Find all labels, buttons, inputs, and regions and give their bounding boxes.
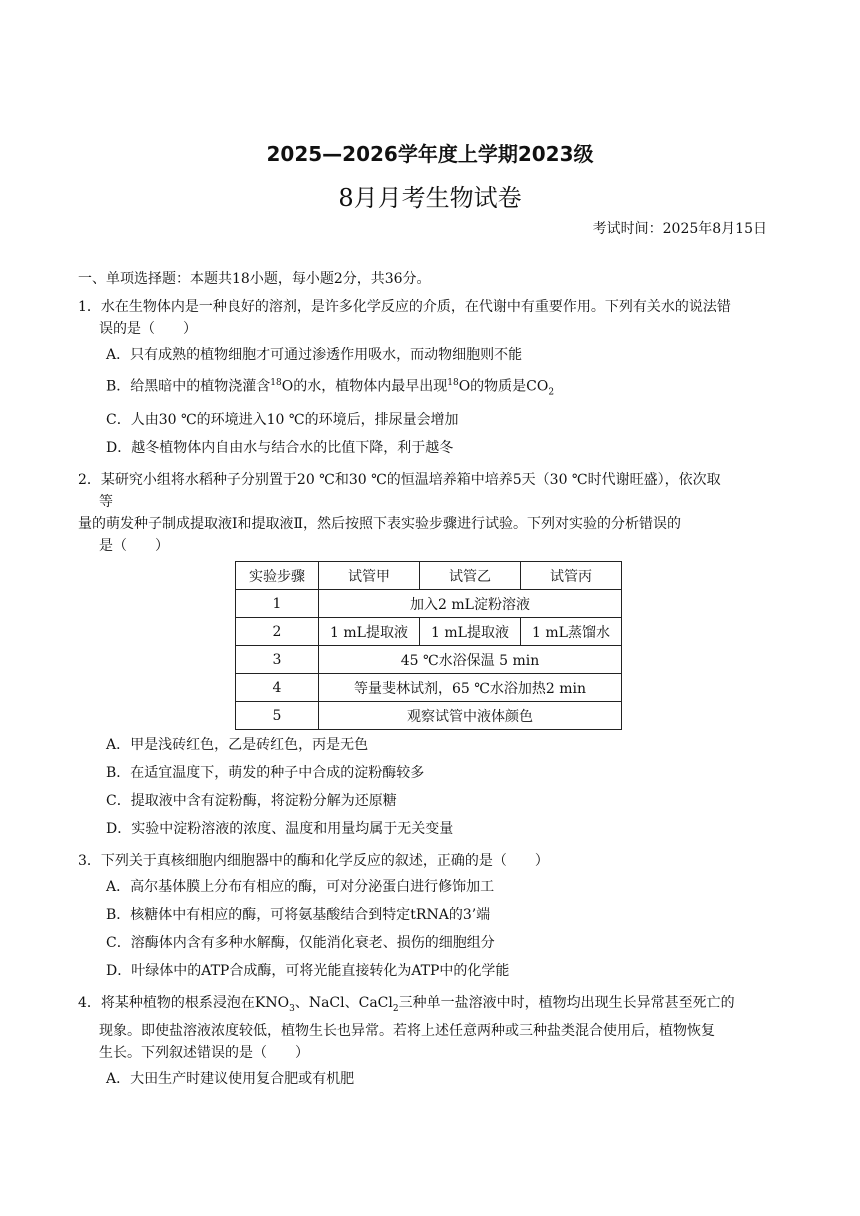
question-1-line1: 1．水在生物体内是一种良好的溶剂，是许多化学反应的介质，在代谢中有重要作用。下列有关水的说法错	[78, 299, 731, 315]
question-4-options	[78, 1068, 790, 1090]
table-header-cell: 试管丙	[521, 562, 622, 590]
exam-title-line1: 2025—2026学年度上学期2023级	[266, 142, 594, 166]
table-row	[236, 618, 622, 646]
table-row	[236, 674, 622, 702]
section-heading: 一、单项选择题：本题共18小题，每小题2分，共36分。	[78, 271, 431, 287]
question-4-line1-post: 三种单一盐溶液中时，植物均出现生长异常甚至死亡的	[398, 995, 735, 1012]
table-cell-step: 5	[236, 702, 319, 730]
question-1-option-b	[78, 372, 790, 403]
question-1-options	[78, 344, 790, 459]
table-cell: 观察试管中液体颜色	[319, 702, 622, 730]
question-1-stem	[78, 296, 790, 340]
question-3-stem	[78, 850, 790, 872]
table-cell-step: 4	[236, 674, 319, 702]
question-3-option-c: C．溶酶体内含有多种水解酶，仅能消化衰老、损伤的细胞组分	[106, 935, 495, 952]
question-1-option-b-mid: O的水，植物体内最早出现	[281, 378, 448, 395]
question-1-option-b-pre: B．给黑暗中的植物浇灌含	[106, 378, 271, 395]
isotope-superscript: 18	[270, 378, 282, 388]
question-3	[78, 850, 790, 982]
question-2-line1: 2．某研究小组将水稻种子分别置于20 ℃和30 ℃的恒温培养箱中培养5天（30 ℃时代谢旺盛），依次取	[78, 472, 721, 489]
table-header-cell: 实验步骤	[236, 562, 319, 590]
question-3-option-a: A．高尔基体膜上分布有相应的酶，可对分泌蛋白进行修饰加工	[106, 879, 495, 896]
exam-content	[78, 268, 790, 1100]
experiment-table	[235, 561, 622, 730]
table-cell: 1 mL提取液	[319, 618, 420, 646]
question-2-option-d: D．实验中淀粉溶液的浓度、温度和用量均属于无关变量	[106, 821, 454, 838]
table-cell: 1 mL蒸馏水	[521, 618, 622, 646]
question-1-option-b-mid2: O的物质是CO	[458, 378, 549, 395]
question-1-option-a: A．只有成熟的植物细胞才可通过渗透作用吸水，而动物细胞则不能	[106, 347, 523, 363]
table-row	[236, 646, 622, 674]
question-2-option-a: A．甲是浅砖红色，乙是砖红色，丙是无色	[106, 737, 369, 754]
question-3-option-b: B．核糖体中有相应的酶，可将氨基酸结合到特定tRNA的3’端	[106, 907, 491, 924]
question-4-stem	[78, 992, 790, 1064]
question-2-line2: 等	[99, 494, 113, 511]
question-2-options	[78, 734, 790, 840]
question-3-line1: 3．下列关于真核细胞内细胞器中的酶和化学反应的叙述，正确的是（ ）	[78, 853, 549, 870]
table-cell: 45 ℃水浴保温 5 min	[319, 646, 622, 674]
table-cell-step: 3	[236, 646, 319, 674]
question-3-option-d: D．叶绿体中的ATP合成酶，可将光能直接转化为ATP中的化学能	[106, 963, 510, 980]
question-2-line3: 量的萌发种子制成提取液Ⅰ和提取液Ⅱ，然后按照下表实验步骤进行试验。下列对实验的分析错误的	[78, 516, 682, 533]
table-cell-step: 2	[236, 618, 319, 646]
question-4-line1	[78, 992, 790, 1020]
question-2-option-c: C．提取液中含有淀粉酶，将淀粉分解为还原糖	[106, 793, 397, 810]
exam-title-line2: 8月月考生物试卷	[338, 184, 522, 212]
question-4-option-a: A．大田生产时建议使用复合肥或有机肥	[106, 1071, 355, 1088]
isotope-superscript-2: 18	[447, 378, 459, 388]
question-2-line4: 是（ ）	[99, 538, 169, 555]
question-1	[78, 296, 790, 459]
co2-subscript: 2	[548, 387, 555, 398]
table-cell: 等量斐林试剂，65 ℃水浴加热2 min	[319, 674, 622, 702]
question-3-options	[78, 876, 790, 982]
exam-time: 考试时间：2025年8月15日	[592, 221, 767, 237]
kno3-subscript: 3	[289, 1004, 295, 1015]
question-2	[78, 469, 790, 840]
table-row	[236, 702, 622, 730]
question-4-line2: 现象。即使盐溶液浓度较低，植物生长也异常。若将上述任意两种或三种盐类混合使用后，植物恢复	[99, 1023, 715, 1040]
question-4	[78, 992, 790, 1090]
table-cell: 1 mL提取液	[420, 618, 521, 646]
question-1-option-c: C．人由30 ℃的环境进入10 ℃的环境后，排尿量会增加	[106, 412, 459, 429]
cacl2-subscript: 2	[392, 1004, 399, 1015]
question-1-option-d: D．越冬植物体内自由水与结合水的比值下降，利于越冬	[106, 440, 454, 457]
question-4-line3: 生长。下列叙述错误的是（ ）	[99, 1045, 309, 1062]
table-header-row	[236, 562, 622, 590]
question-1-line2: 误的是（ ）	[99, 321, 197, 337]
question-4-line1-mid: 、NaCl、CaCl	[294, 995, 393, 1012]
table-header-cell: 试管甲	[319, 562, 420, 590]
table-header-cell: 试管乙	[420, 562, 521, 590]
table-cell: 加入2 mL淀粉溶液	[319, 590, 622, 618]
table-row	[236, 590, 622, 618]
question-2-stem	[78, 469, 790, 557]
question-4-line1-pre: 4．将某种植物的根系浸泡在KNO	[78, 995, 290, 1012]
table-cell-step: 1	[236, 590, 319, 618]
question-2-option-b: B．在适宜温度下，萌发的种子中合成的淀粉酶较多	[106, 765, 425, 782]
